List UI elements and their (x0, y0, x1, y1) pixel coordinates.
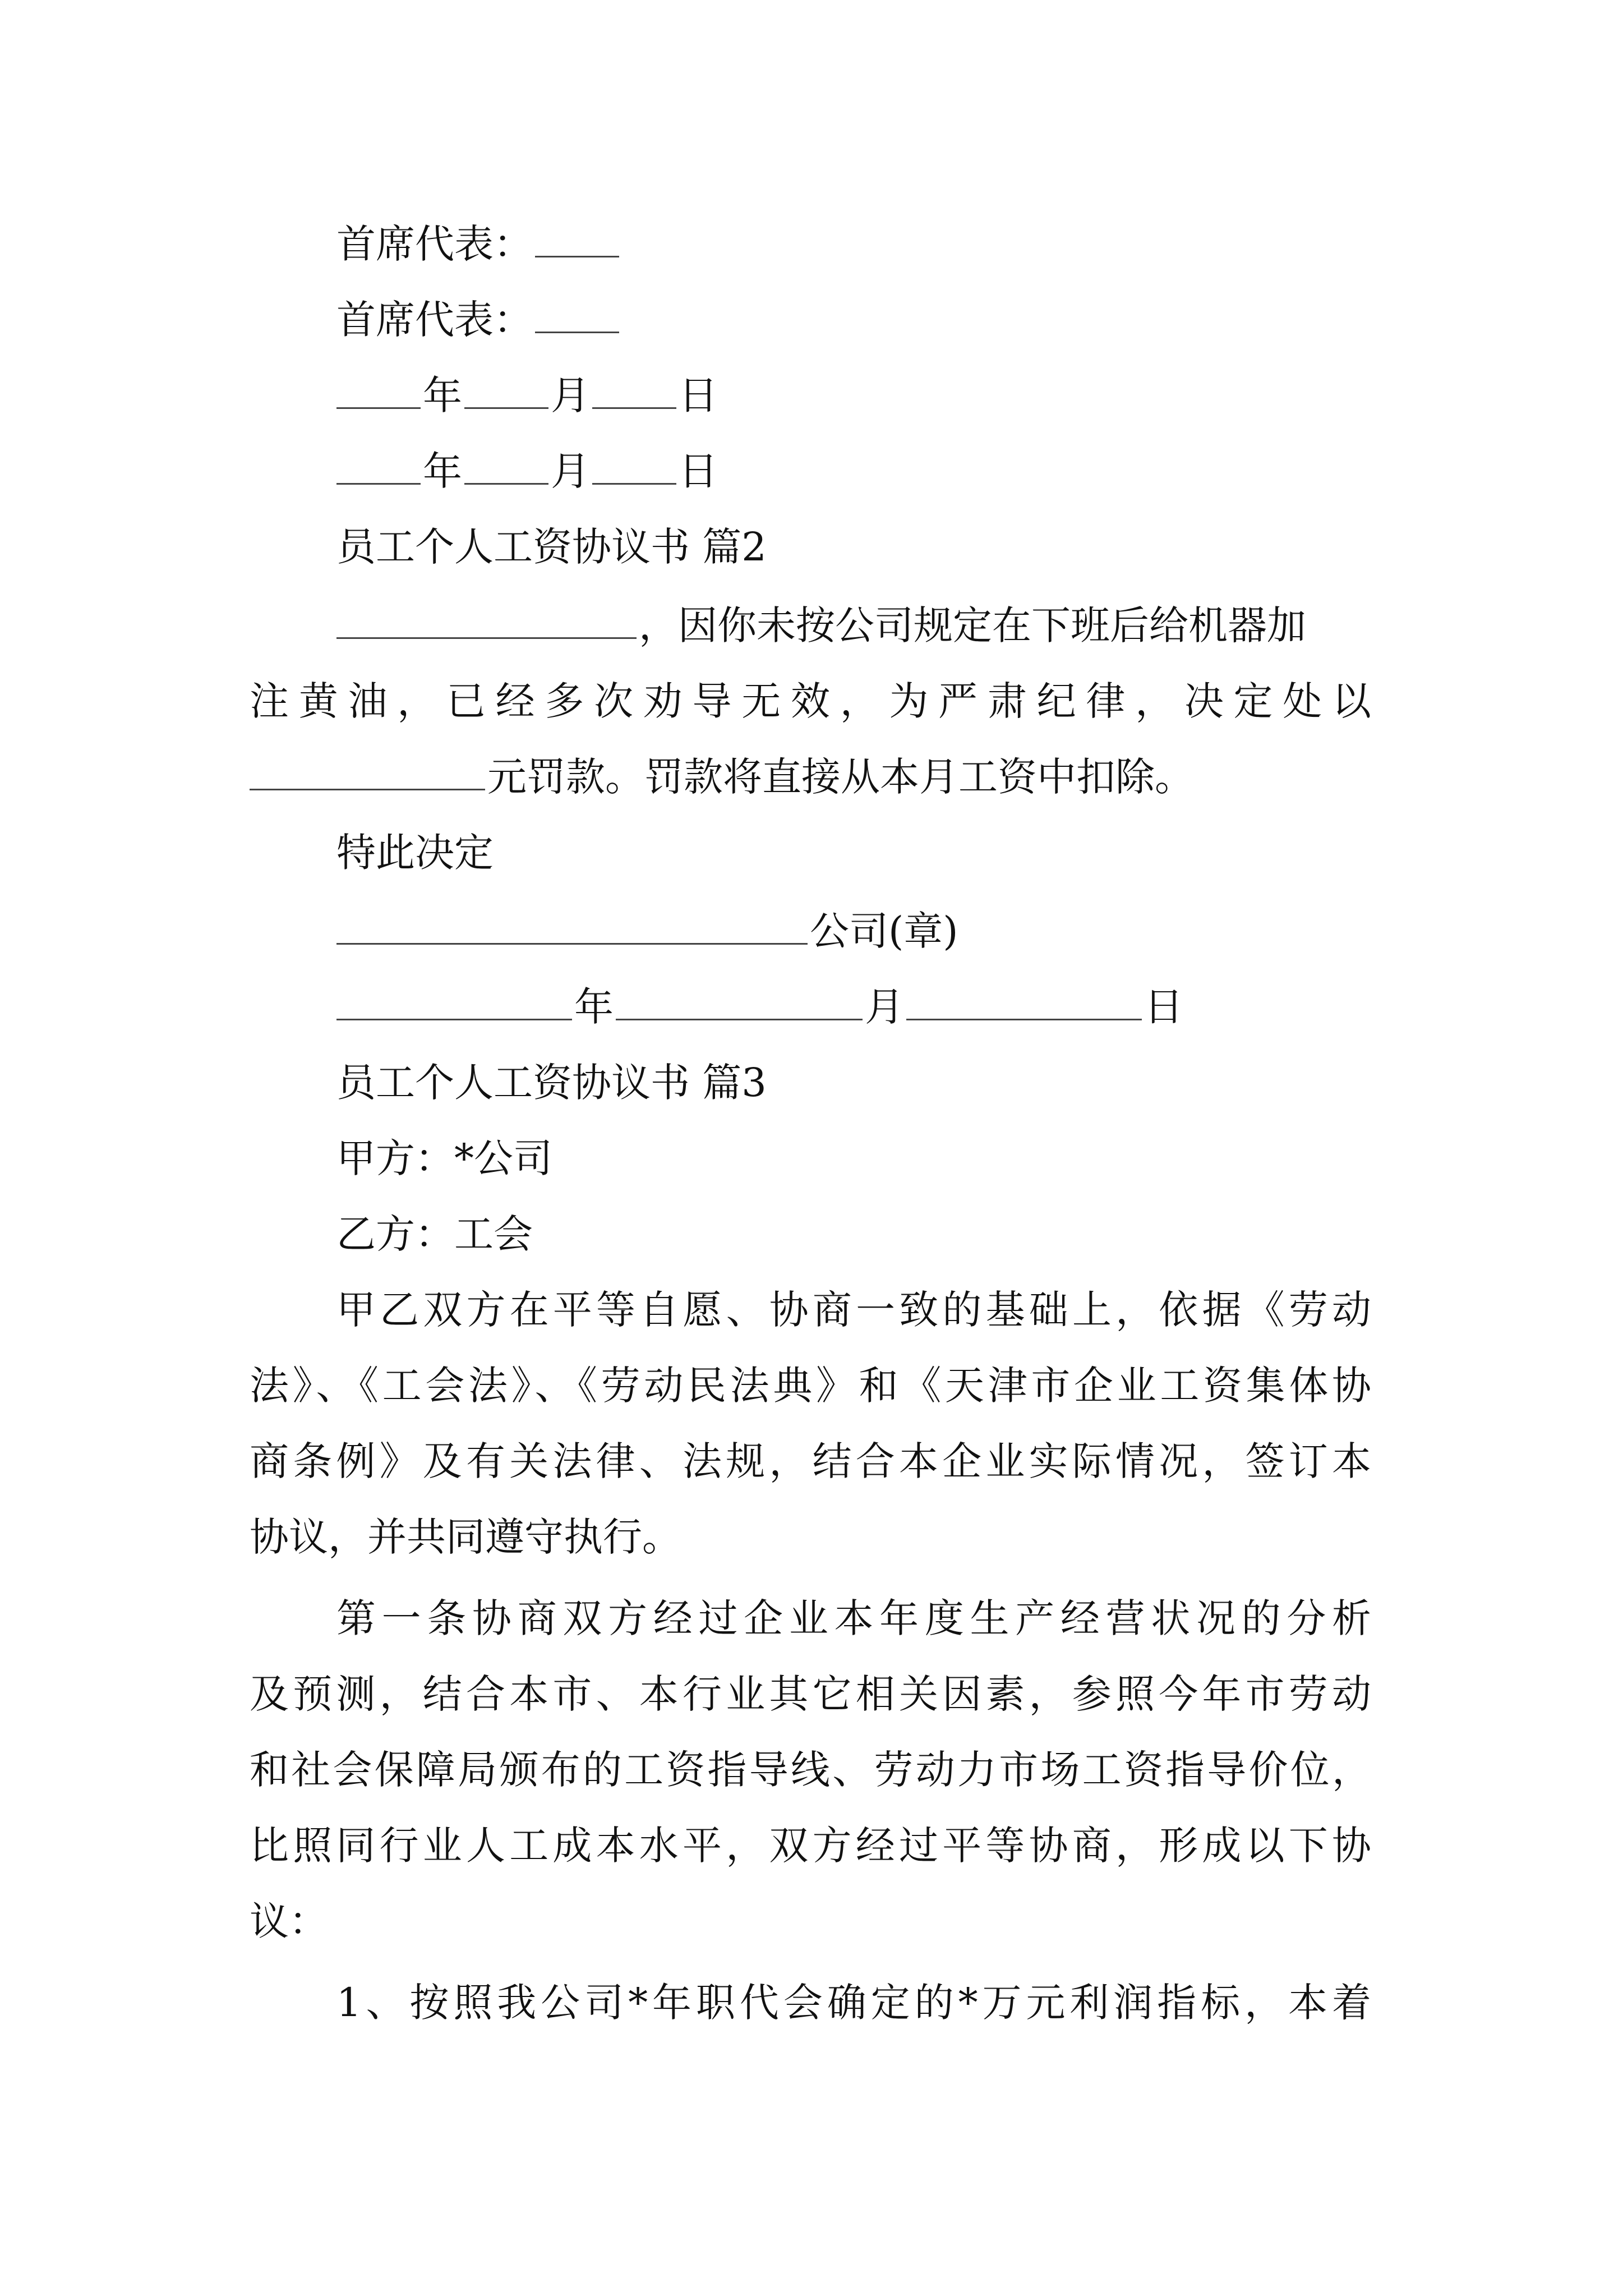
month-label: 月 (865, 984, 904, 1030)
day-blank (906, 983, 1142, 1020)
date-line-1 (336, 367, 718, 424)
penalty-paragraph-line-1 (336, 597, 1306, 654)
month-blank (464, 447, 548, 485)
article-one-line-5: 议： (250, 1898, 328, 1944)
company-seal-label: 公司(章) (810, 908, 958, 954)
year-label: 年 (423, 448, 462, 494)
day-label: 日 (1144, 984, 1183, 1030)
month-label: 月 (551, 372, 590, 418)
text-span: 元罚款。罚款将直接从本月工资中扣除。 (487, 754, 1194, 800)
penalty-paragraph-line-2: 注黄油，已经多次劝导无效，为严肃纪律，决定处以 (250, 678, 1371, 724)
year-blank (336, 371, 421, 409)
month-label: 月 (551, 448, 590, 494)
party-a: 甲方：*公司 (336, 1135, 552, 1181)
company-seal-line (336, 903, 958, 959)
chief-representative-line-2 (336, 292, 621, 348)
day-blank (592, 447, 676, 485)
date-line-3 (336, 979, 1183, 1035)
chief-representative-line-1 (336, 216, 621, 272)
date-line-2 (336, 443, 718, 499)
agreement-intro-line-3: 商条例》及有关法律、法规，结合本企业实际情况，签订本 (250, 1438, 1371, 1484)
article-one-line-2: 及预测，结合本市、本行业其它相关因素，参照今年市劳动 (250, 1671, 1371, 1717)
agreement-intro-line-2: 法》、《工会法》、《劳动民法典》和《天津市企业工资集体协 (250, 1363, 1371, 1409)
decision-text: 特此决定 (336, 830, 494, 876)
amount-blank (250, 753, 485, 790)
year-blank (336, 447, 421, 485)
chief-representative-label: 首席代表： (336, 221, 533, 267)
signature-blank (535, 296, 619, 333)
month-blank (616, 983, 863, 1020)
article-one-line-4: 比照同行业人工成本水平，双方经过平等协商，形成以下协 (250, 1823, 1371, 1869)
signature-blank (535, 220, 619, 257)
day-label: 日 (679, 372, 718, 418)
year-label: 年 (574, 984, 614, 1030)
article-one-line-3: 和社会保障局颁布的工资指导线、劳动力市场工资指导价位， (250, 1747, 1371, 1793)
penalty-paragraph-line-3 (250, 749, 1194, 805)
clause-one-line-1: 1、按照我公司*年职代会确定的*万元利润指标，本着 (336, 1980, 1371, 2026)
agreement-intro-line-4: 协议，并共同遵守执行。 (250, 1514, 681, 1560)
agreement-intro-line-1: 甲乙双方在平等自愿、协商一致的基础上，依据《劳动 (336, 1287, 1371, 1333)
company-name-blank (336, 907, 808, 945)
month-blank (464, 371, 548, 409)
year-label: 年 (423, 372, 462, 418)
day-label: 日 (679, 448, 718, 494)
text-span: ，因你未按公司规定在下班后给机器加 (639, 602, 1306, 648)
section-heading-3: 员工个人工资协议书 篇3 (336, 1060, 767, 1106)
day-blank (592, 371, 676, 409)
party-b: 乙方：工会 (336, 1211, 533, 1257)
employee-name-blank (336, 601, 637, 639)
chief-representative-label: 首席代表： (336, 297, 533, 343)
section-heading-2: 员工个人工资协议书 篇2 (336, 524, 767, 570)
article-one-line-1: 第一条协商双方经过企业本年度生产经营状况的分析 (336, 1595, 1371, 1641)
year-blank (336, 983, 572, 1020)
